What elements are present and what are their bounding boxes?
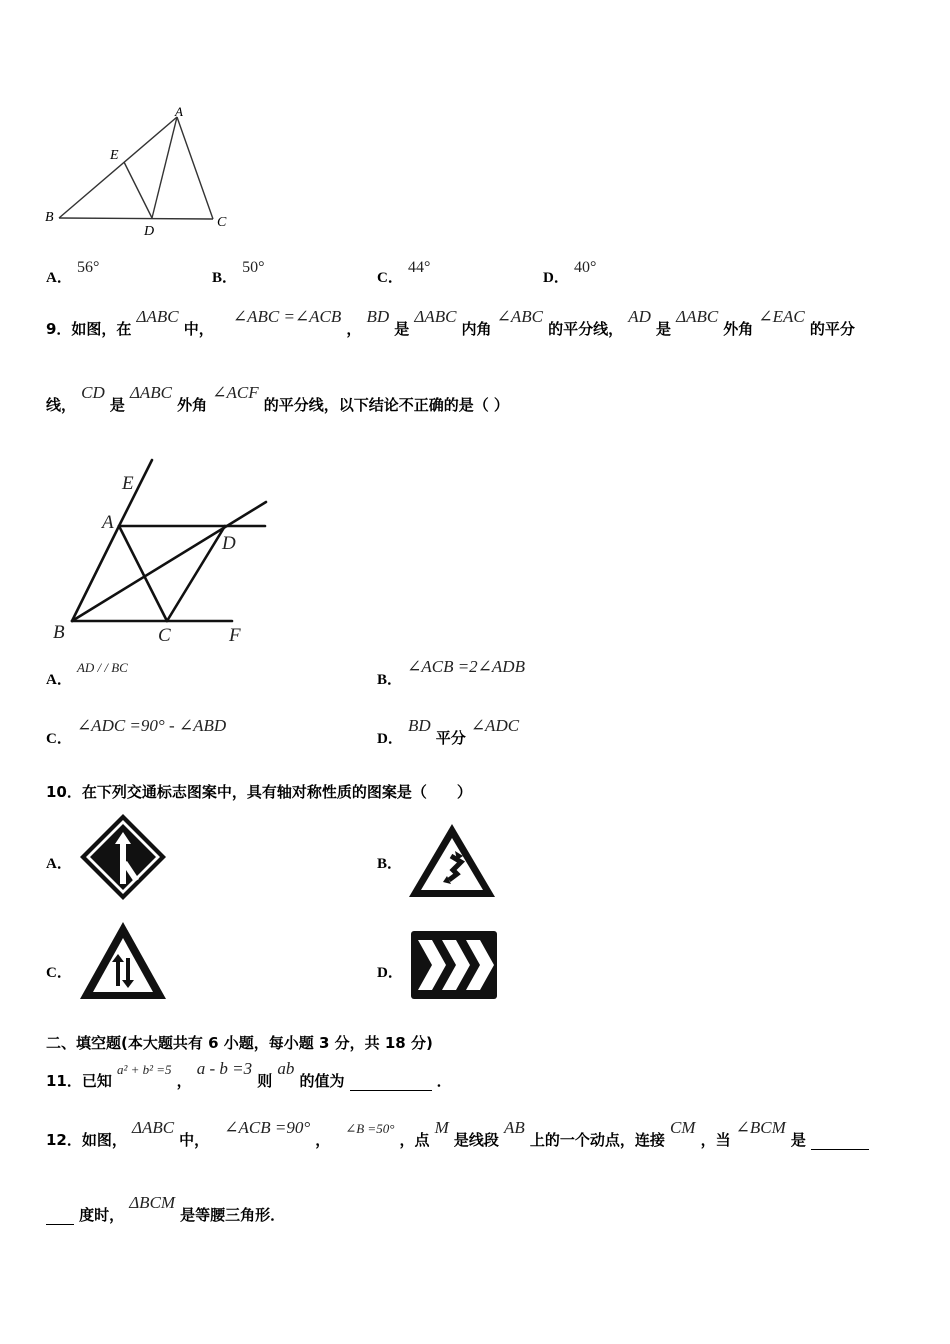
math: ΔBCM [129, 1193, 176, 1212]
math: ΔABC [414, 307, 457, 326]
q9-option-d[interactable] [377, 716, 520, 748]
option-value: 50° [242, 259, 265, 276]
math: a² + b² =5 [116, 1062, 172, 1077]
q10-option-b[interactable] [377, 852, 402, 873]
q9-label-f: F [229, 625, 241, 646]
math: ∠ABC =∠ACB [232, 307, 342, 326]
option-math: ∠ACB =2∠ADB [407, 657, 525, 676]
q9-label-c: C [158, 625, 171, 646]
text: 上的一个动点，连接 [529, 1131, 665, 1149]
q8-label-c: C [217, 215, 227, 230]
math: ∠BCM [735, 1118, 786, 1137]
q8-option-a[interactable] [46, 259, 100, 287]
option-math-2: ∠ADC [470, 716, 520, 735]
option-letter: B． [212, 270, 238, 286]
option-letter: D． [377, 731, 403, 747]
math: ΔABC [129, 383, 173, 402]
q9-stem-line2 [46, 383, 509, 415]
text: 是 [394, 320, 410, 338]
q10-option-c[interactable] [46, 961, 72, 982]
math: AD [628, 307, 651, 326]
text: 是 [790, 1131, 806, 1149]
text: 的平分 [809, 320, 855, 338]
option-text: 平分 [435, 729, 466, 747]
math: ΔABC [131, 1118, 175, 1137]
q12-number: 12．如图， [46, 1131, 127, 1149]
text: ，当 [700, 1131, 731, 1149]
option-letter: D． [543, 270, 569, 286]
option-letter: C． [46, 731, 72, 747]
q8-label-d: D [144, 224, 155, 239]
text: 是线段 [453, 1131, 499, 1149]
math: M [434, 1118, 449, 1137]
math: ∠B =50° [345, 1121, 395, 1136]
q9-geometry-figure [40, 452, 280, 652]
math: AB [503, 1118, 525, 1137]
text: 中， [179, 1131, 210, 1149]
text: 的平分线， [548, 320, 624, 338]
q12-stem-line2 [46, 1193, 286, 1225]
math: BD [366, 307, 390, 326]
section-heading: 二、填空题(本大题共有 6 小题，每小题 3 分，共 18 分) [46, 1034, 433, 1052]
option-letter: A． [46, 672, 72, 688]
text: ． [436, 1072, 452, 1090]
text: 是 [109, 396, 125, 414]
math: ∠EAC [758, 307, 805, 326]
math: ab [277, 1059, 295, 1078]
math: ∠ACF [212, 383, 259, 402]
math: CM [669, 1118, 696, 1137]
q9-option-a[interactable] [46, 660, 128, 689]
chevron-sign-icon[interactable] [410, 930, 500, 1002]
q9-stem-line1 [46, 307, 855, 339]
q8-triangle-figure [40, 100, 250, 245]
option-math: AD / / BC [76, 660, 128, 675]
option-letter: A． [46, 856, 72, 872]
option-value: 56° [76, 259, 100, 276]
text: 线， [46, 396, 77, 414]
q10-stem: 10．在下列交通标志图案中，具有轴对称性质的图案是（ ） [46, 783, 472, 801]
q9-option-c[interactable] [46, 716, 227, 748]
answer-blank[interactable] [350, 1076, 432, 1091]
text: ， [346, 320, 362, 338]
text: ，点 [399, 1131, 430, 1149]
option-letter: B． [377, 672, 403, 688]
option-letter: C． [377, 270, 403, 286]
q11-number: 11．已知 [46, 1072, 112, 1090]
text: 度时， [79, 1206, 125, 1224]
q8-label-e: E [110, 148, 119, 163]
math: CD [81, 383, 105, 402]
q9-label-d: D [222, 533, 236, 554]
math: ∠ABC [496, 307, 544, 326]
answer-blank-continued[interactable] [46, 1210, 74, 1225]
reverse-curve-sign-icon[interactable] [407, 822, 497, 900]
merge-sign-icon[interactable] [78, 812, 168, 902]
q9-label-a: A [102, 512, 114, 533]
text: 的值为 [299, 1072, 345, 1090]
text: ， [176, 1072, 192, 1090]
option-letter: A． [46, 270, 72, 286]
option-math: BD [407, 716, 431, 735]
text: 是等腰三角形． [180, 1206, 286, 1224]
answer-blank[interactable] [811, 1135, 869, 1150]
option-letter: C． [46, 965, 72, 981]
math: ΔABC [676, 307, 719, 326]
two-way-traffic-sign-icon[interactable] [78, 920, 168, 1002]
text: ， [315, 1131, 331, 1149]
text: 外角 [177, 396, 208, 414]
q10-option-d[interactable] [377, 961, 403, 982]
q12-stem-line1 [46, 1118, 869, 1150]
q9-number: 9．如图，在 [46, 320, 132, 338]
text: 中， [183, 320, 214, 338]
q10-option-a[interactable] [46, 852, 72, 873]
q8-option-d[interactable] [543, 259, 597, 287]
option-math: ∠ADC =90° - ∠ABD [76, 716, 227, 735]
math: ΔABC [136, 307, 179, 326]
option-letter: B． [377, 856, 403, 872]
q8-option-c[interactable] [377, 259, 431, 287]
q11-stem [46, 1059, 452, 1091]
option-value: 40° [573, 259, 597, 276]
q8-label-a: A [175, 104, 183, 119]
math: ∠ACB =90° [224, 1118, 311, 1137]
q8-option-b[interactable] [212, 259, 265, 287]
text: 内角 [461, 320, 492, 338]
math: a - b =3 [196, 1059, 253, 1078]
option-letter: D． [377, 965, 403, 981]
text: 是 [655, 320, 671, 338]
q8-label-b: B [45, 210, 54, 225]
q9-option-b[interactable] [377, 657, 525, 689]
text: 则 [257, 1072, 273, 1090]
text: 外角 [723, 320, 754, 338]
option-value: 44° [407, 259, 431, 276]
q9-label-b: B [53, 622, 65, 643]
q9-label-e: E [122, 473, 134, 494]
text: 的平分线，以下结论不正确的是（ ） [263, 396, 509, 414]
